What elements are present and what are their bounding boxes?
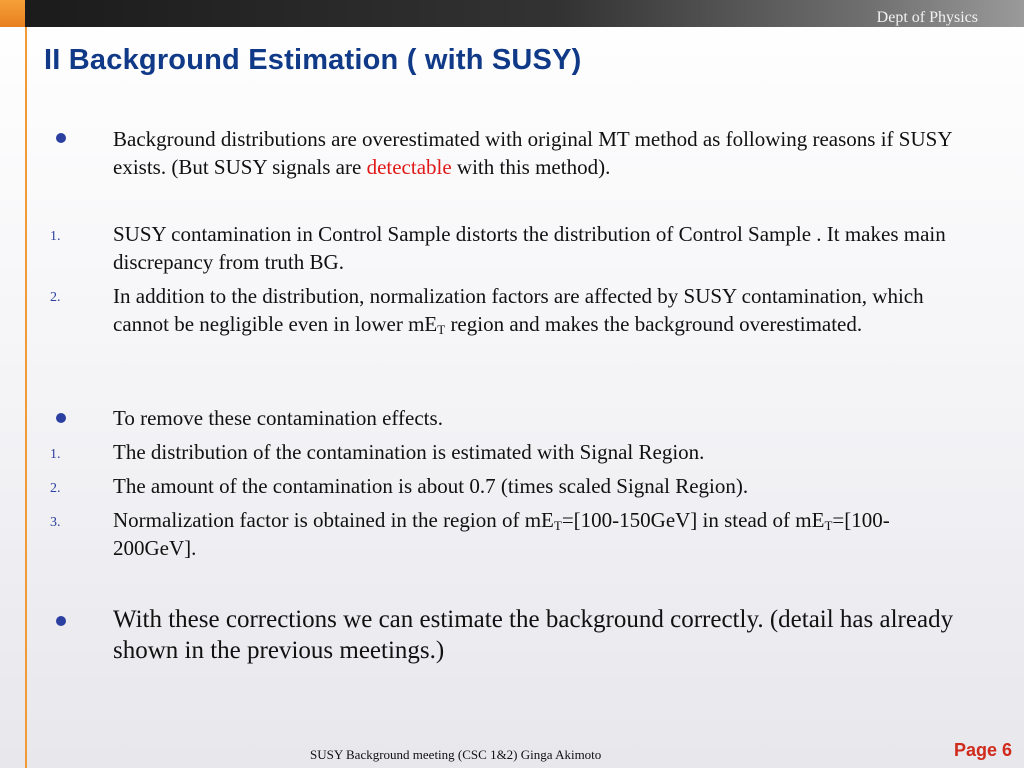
list-marker: 2. [50,481,61,496]
bullet-dot [56,413,66,423]
list-item: The distribution of the contamination is estimated with Signal Region. [113,440,705,464]
subscript: T [824,518,833,533]
list-marker: 1. [50,447,61,462]
list-item: SUSY contamination in Control Sample distorts the distribution of Control Sample . It makes main discrepancy from truth BG. [113,222,946,274]
bullet-dot [56,616,66,626]
list-item-text-end: =[100-200GeV]. [113,508,890,560]
list-item: The amount of the contamination is about 0.7 (times scaled Signal Region). [113,474,749,498]
bullet-item-1 [113,125,983,181]
page-number: Page 6 [953,740,1012,760]
dept-label: Dept of Physics [876,9,978,26]
bullet-dot [56,133,66,143]
list-marker: 2. [50,290,61,305]
top-bar [0,0,1024,27]
bullet-1-text-end: with this method). [451,155,611,179]
list-item [113,506,963,562]
bullet-1-text: Background distributions are overestimated with original MT method as following reasons if SUSY exists. (But SUSY signals are [113,127,952,179]
list-item-text: Normalization factor is obtained in the region of mE [113,508,554,532]
orange-corner-block [0,0,25,27]
list-item-text-mid: =[100-150GeV] in stead of mE [561,508,825,532]
slide-title: II Background Estimation ( with SUSY) [44,44,582,76]
list-marker: 3. [50,515,61,530]
list-item-text-end: region and makes the background overestimated. [445,312,863,336]
list-item [113,282,953,338]
subscript: T [553,518,562,533]
list-item-text: In addition to the distribution, normalization factors are affected by SUSY contamination, which cannot be negligible even in lower mE [113,284,924,336]
orange-vertical-line [25,27,27,768]
list-marker: 1. [50,229,61,244]
subscript: T [437,322,446,337]
bullet-item-2: To remove these contamination effects. [113,406,443,430]
highlight-detectable: detectable [366,155,452,179]
bullet-item-3: With these corrections we can estimate the background correctly. (detail has already shown in the previous meetings.) [113,606,954,664]
footer-meeting: SUSY Background meeting (CSC 1&2) Ginga Akimoto [310,747,602,762]
